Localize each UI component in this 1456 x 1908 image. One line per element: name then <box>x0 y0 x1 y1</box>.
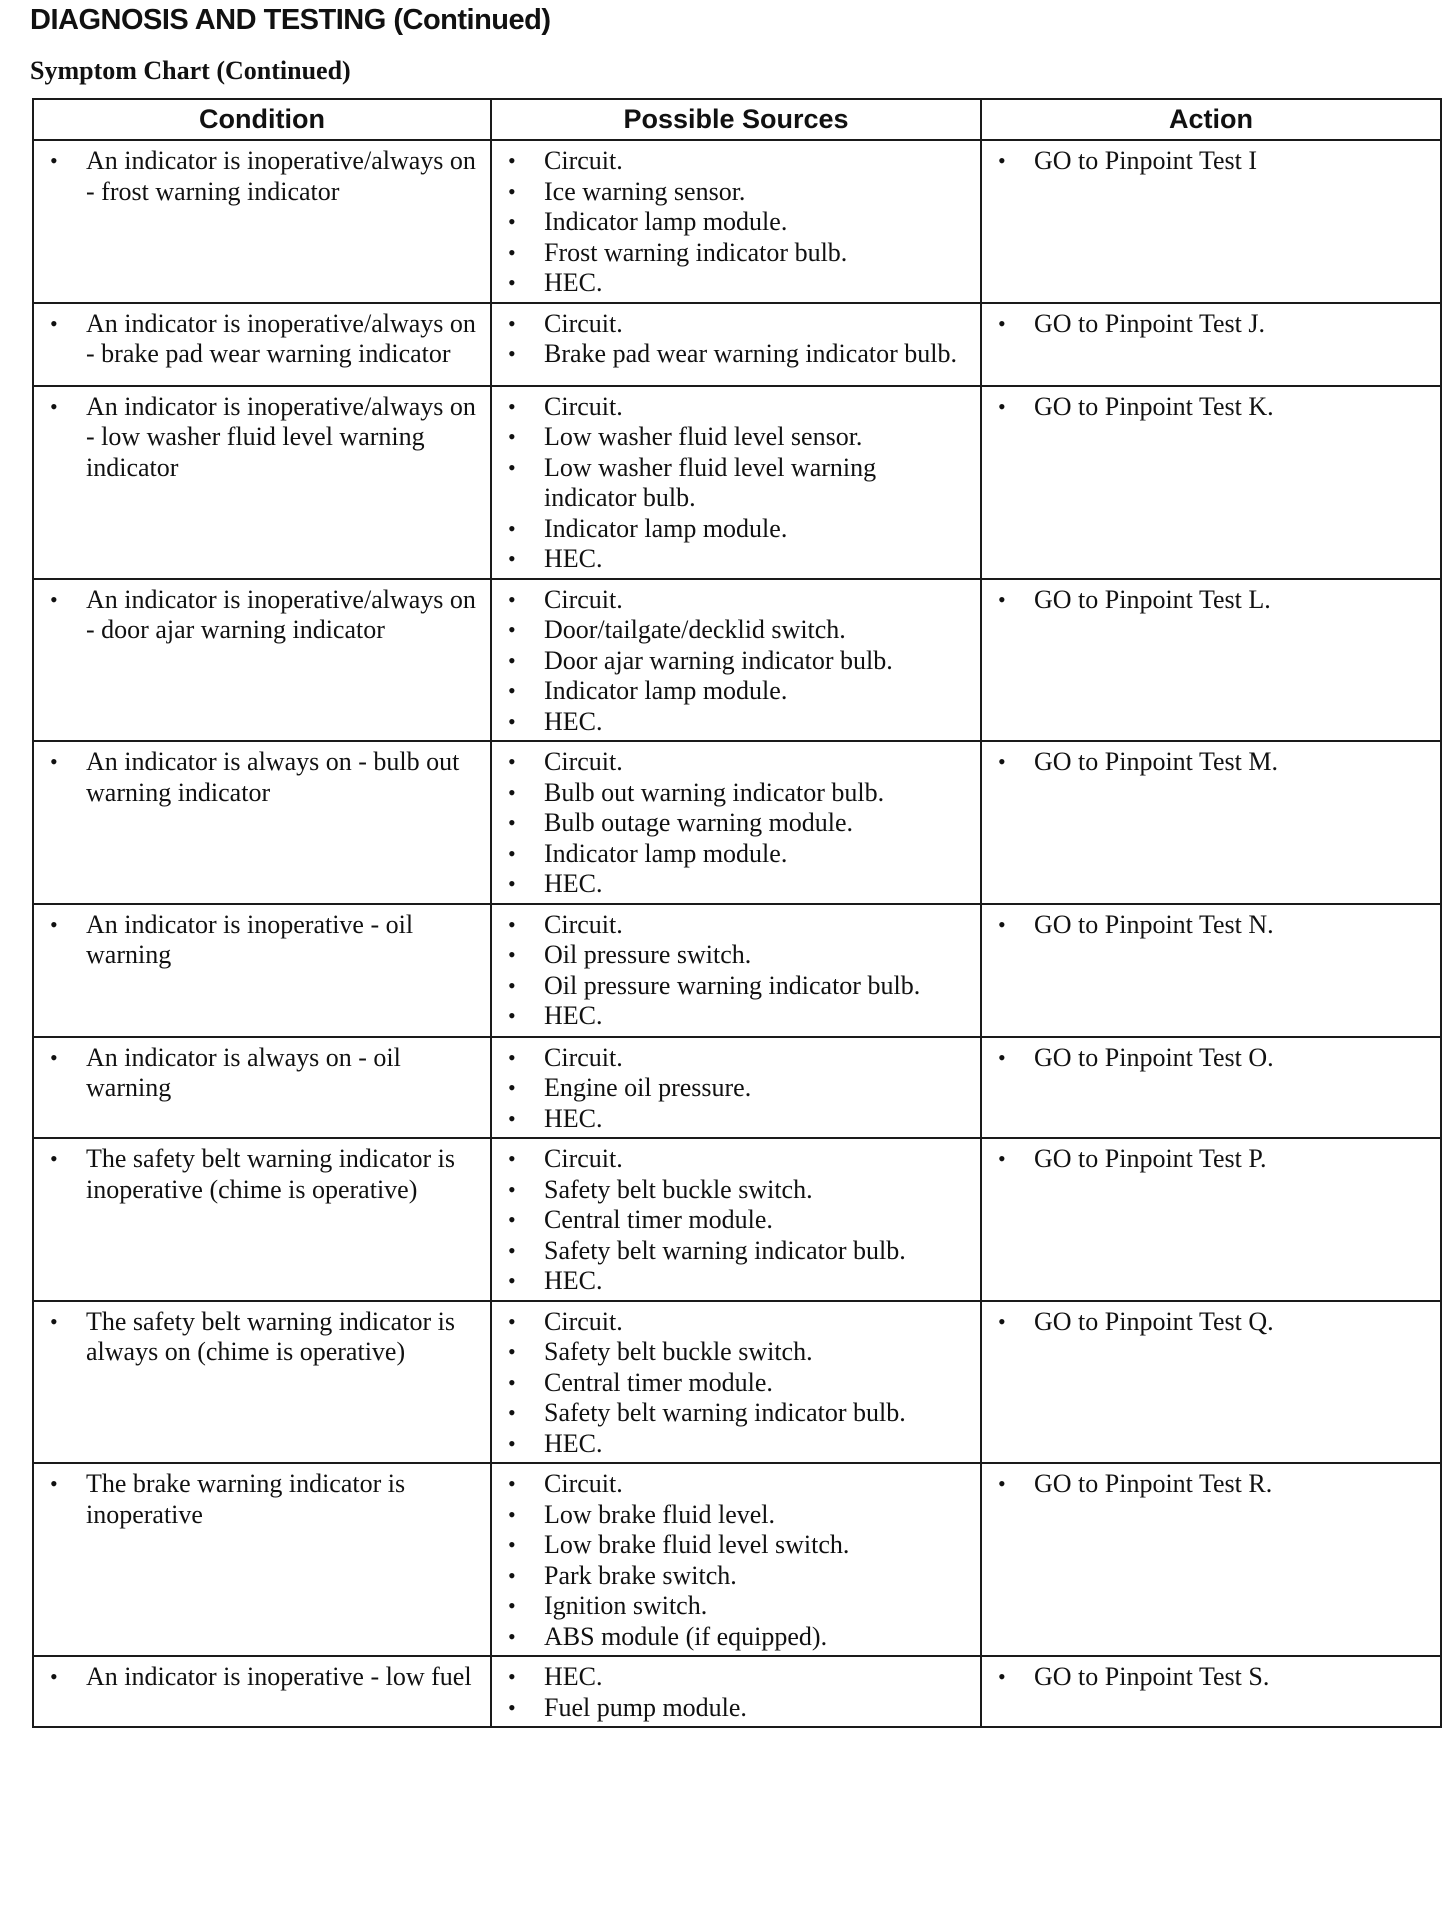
possible-sources-list <box>492 580 980 741</box>
list-item: • Engine oil pressure. <box>506 1073 974 1104</box>
list-item: • GO to Pinpoint Test O. <box>996 1043 1434 1074</box>
action-list <box>982 1038 1440 1077</box>
condition-list <box>34 1139 490 1208</box>
list-item: • An indicator is inoperative - low fuel <box>48 1662 484 1693</box>
table-row <box>33 1138 1441 1301</box>
possible-sources-cell <box>491 579 981 742</box>
list-item: • GO to Pinpoint Test L. <box>996 585 1434 616</box>
list-item: • Central timer module. <box>506 1368 974 1399</box>
list-item: • The safety belt warning indicator is always on (chime is operative) <box>48 1307 484 1368</box>
condition-cell <box>33 1463 491 1656</box>
condition-cell <box>33 579 491 742</box>
action-list <box>982 304 1440 343</box>
list-item: • GO to Pinpoint Test I <box>996 146 1434 177</box>
list-item: • HEC. <box>506 544 974 575</box>
column-header-action: Action <box>981 99 1441 140</box>
list-item: • Circuit. <box>506 1144 974 1175</box>
list-item: • Low washer fluid level warning indicator bulb. <box>506 453 974 514</box>
possible-sources-list <box>492 1139 980 1300</box>
symptom-chart-table <box>32 98 1442 1728</box>
condition-cell <box>33 1138 491 1301</box>
list-item: • ABS module (if equipped). <box>506 1622 974 1653</box>
list-item: • Fuel pump module. <box>506 1693 974 1724</box>
action-cell <box>981 1656 1441 1727</box>
condition-list <box>34 905 490 974</box>
list-item: • Safety belt buckle switch. <box>506 1337 974 1368</box>
action-cell <box>981 140 1441 303</box>
possible-sources-cell <box>491 741 981 904</box>
list-item: • An indicator is always on - oil warning <box>48 1043 484 1104</box>
column-header-condition: Condition <box>33 99 491 140</box>
action-cell <box>981 303 1441 386</box>
list-item: • Indicator lamp module. <box>506 839 974 870</box>
condition-cell <box>33 1301 491 1464</box>
list-item: • An indicator is inoperative/always on - low washer fluid level warning indicator <box>48 392 484 484</box>
list-item: • Oil pressure switch. <box>506 940 974 971</box>
table-header <box>33 99 1441 140</box>
list-item: • Circuit. <box>506 392 974 423</box>
list-item: • Circuit. <box>506 1043 974 1074</box>
condition-cell <box>33 904 491 1037</box>
action-cell <box>981 741 1441 904</box>
list-item: • Central timer module. <box>506 1205 974 1236</box>
action-list <box>982 742 1440 781</box>
section-title: Symptom Chart (Continued) <box>30 56 351 85</box>
condition-cell <box>33 1656 491 1727</box>
table-row <box>33 579 1441 742</box>
possible-sources-list <box>492 742 980 903</box>
action-list <box>982 387 1440 426</box>
possible-sources-list <box>492 304 980 373</box>
list-item: • HEC. <box>506 707 974 738</box>
list-item: • Circuit. <box>506 146 974 177</box>
list-item: • Circuit. <box>506 1469 974 1500</box>
action-cell <box>981 1301 1441 1464</box>
condition-list <box>34 580 490 649</box>
condition-list <box>34 141 490 210</box>
action-list <box>982 580 1440 619</box>
table-row <box>33 741 1441 904</box>
list-item: • Ice warning sensor. <box>506 177 974 208</box>
list-item: • An indicator is inoperative/always on - brake pad wear warning indicator <box>48 309 484 370</box>
list-item: • Circuit. <box>506 585 974 616</box>
possible-sources-list <box>492 1038 980 1138</box>
action-cell <box>981 1463 1441 1656</box>
list-item: • Door/tailgate/decklid switch. <box>506 615 974 646</box>
list-item: • Low brake fluid level. <box>506 1500 974 1531</box>
list-item: • An indicator is inoperative - oil warning <box>48 910 484 971</box>
list-item: • GO to Pinpoint Test S. <box>996 1662 1434 1693</box>
condition-list <box>34 742 490 811</box>
possible-sources-list <box>492 387 980 578</box>
condition-cell <box>33 140 491 303</box>
action-list <box>982 141 1440 180</box>
possible-sources-cell <box>491 386 981 579</box>
list-item: • Ignition switch. <box>506 1591 974 1622</box>
possible-sources-list <box>492 1464 980 1655</box>
list-item: • Safety belt buckle switch. <box>506 1175 974 1206</box>
possible-sources-cell <box>491 1301 981 1464</box>
list-item: • HEC. <box>506 1001 974 1032</box>
action-list <box>982 1302 1440 1341</box>
list-item: • Indicator lamp module. <box>506 207 974 238</box>
list-item: • HEC. <box>506 1104 974 1135</box>
list-item: • GO to Pinpoint Test M. <box>996 747 1434 778</box>
list-item: • Indicator lamp module. <box>506 514 974 545</box>
list-item: • An indicator is inoperative/always on - door ajar warning indicator <box>48 585 484 646</box>
list-item: • Park brake switch. <box>506 1561 974 1592</box>
list-item: • Bulb outage warning module. <box>506 808 974 839</box>
list-item: • Brake pad wear warning indicator bulb. <box>506 339 974 370</box>
list-item: • GO to Pinpoint Test K. <box>996 392 1434 423</box>
list-item: • Circuit. <box>506 910 974 941</box>
list-item: • Circuit. <box>506 309 974 340</box>
condition-list <box>34 1657 490 1696</box>
possible-sources-cell <box>491 904 981 1037</box>
condition-list <box>34 387 490 487</box>
possible-sources-cell <box>491 1463 981 1656</box>
list-item: • HEC. <box>506 869 974 900</box>
action-cell <box>981 386 1441 579</box>
column-header-possible-sources: Possible Sources <box>491 99 981 140</box>
condition-cell <box>33 386 491 579</box>
table-row <box>33 140 1441 303</box>
table-row <box>33 1301 1441 1464</box>
action-cell <box>981 579 1441 742</box>
list-item: • GO to Pinpoint Test P. <box>996 1144 1434 1175</box>
action-cell <box>981 1138 1441 1301</box>
condition-cell <box>33 741 491 904</box>
possible-sources-cell <box>491 303 981 386</box>
table-body <box>33 140 1441 1727</box>
action-list <box>982 1139 1440 1178</box>
action-cell <box>981 904 1441 1037</box>
condition-cell <box>33 1037 491 1139</box>
list-item: • GO to Pinpoint Test N. <box>996 910 1434 941</box>
list-item: • Indicator lamp module. <box>506 676 974 707</box>
condition-list <box>34 1302 490 1371</box>
list-item: • Low washer fluid level sensor. <box>506 422 974 453</box>
possible-sources-cell <box>491 1037 981 1139</box>
list-item: • Oil pressure warning indicator bulb. <box>506 971 974 1002</box>
condition-list <box>34 1464 490 1533</box>
list-item: • GO to Pinpoint Test Q. <box>996 1307 1434 1338</box>
list-item: • Bulb out warning indicator bulb. <box>506 778 974 809</box>
table-row <box>33 386 1441 579</box>
list-item: • HEC. <box>506 1266 974 1297</box>
table-row <box>33 904 1441 1037</box>
list-item: • HEC. <box>506 268 974 299</box>
list-item: • The brake warning indicator is inoperative <box>48 1469 484 1530</box>
action-list <box>982 1657 1440 1696</box>
possible-sources-list <box>492 1302 980 1463</box>
list-item: • GO to Pinpoint Test R. <box>996 1469 1434 1500</box>
list-item: • Circuit. <box>506 747 974 778</box>
table-header-row <box>33 99 1441 140</box>
list-item: • The safety belt warning indicator is inoperative (chime is operative) <box>48 1144 484 1205</box>
list-item: • Safety belt warning indicator bulb. <box>506 1398 974 1429</box>
action-list <box>982 905 1440 944</box>
table-row <box>33 1037 1441 1139</box>
list-item: • Door ajar warning indicator bulb. <box>506 646 974 677</box>
possible-sources-cell <box>491 140 981 303</box>
table-row <box>33 1463 1441 1656</box>
possible-sources-cell <box>491 1656 981 1727</box>
action-cell <box>981 1037 1441 1139</box>
condition-cell <box>33 303 491 386</box>
possible-sources-list <box>492 141 980 302</box>
possible-sources-list <box>492 1657 980 1726</box>
action-list <box>982 1464 1440 1503</box>
list-item: • An indicator is inoperative/always on - frost warning indicator <box>48 146 484 207</box>
table-row <box>33 1656 1441 1727</box>
list-item: • Safety belt warning indicator bulb. <box>506 1236 974 1267</box>
list-item: • HEC. <box>506 1429 974 1460</box>
list-item: • GO to Pinpoint Test J. <box>996 309 1434 340</box>
list-item: • An indicator is always on - bulb out warning indicator <box>48 747 484 808</box>
list-item: • Low brake fluid level switch. <box>506 1530 974 1561</box>
possible-sources-cell <box>491 1138 981 1301</box>
list-item: • HEC. <box>506 1662 974 1693</box>
list-item: • Frost warning indicator bulb. <box>506 238 974 269</box>
condition-list <box>34 304 490 373</box>
table-row <box>33 303 1441 386</box>
condition-list <box>34 1038 490 1107</box>
possible-sources-list <box>492 905 980 1035</box>
list-item: • Circuit. <box>506 1307 974 1338</box>
page-title: DIAGNOSIS AND TESTING (Continued) <box>30 4 551 36</box>
